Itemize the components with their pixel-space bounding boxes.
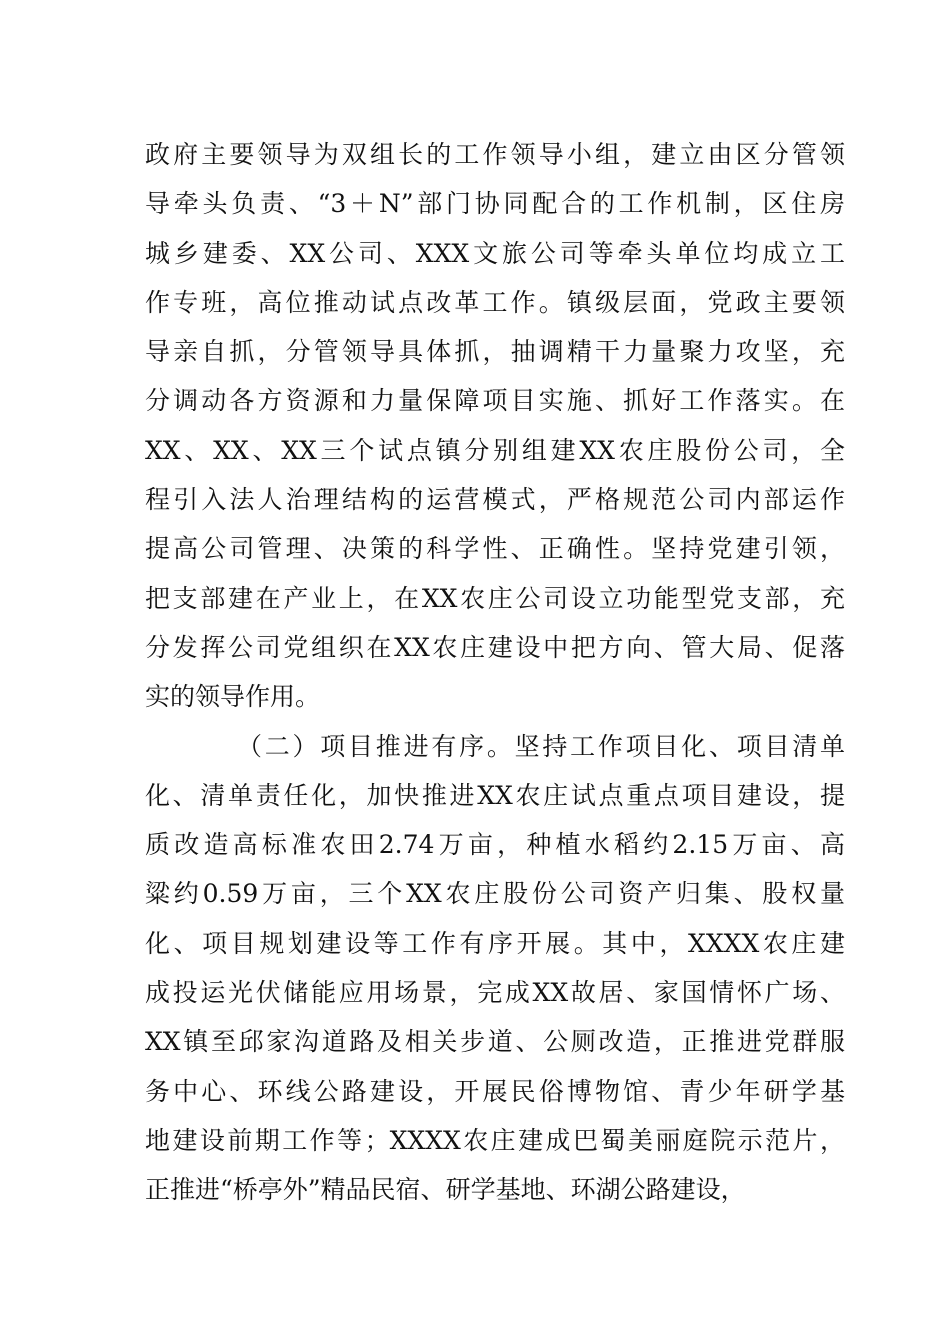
paragraph-2-line: 粱约0.59万亩，三个XX农庄股份公司资产归集、股权量: [145, 879, 845, 909]
paragraph-1-line: 提高公司管理、决策的科学性、正确性。坚持党建引领，: [145, 534, 845, 564]
paragraph-2: [145, 722, 845, 1215]
paragraph-2-line: 化、清单责任化，加快推进XX农庄试点重点项目建设，提: [145, 780, 845, 810]
paragraph-1-line: 把支部建在产业上，在XX农庄公司设立功能型党支部，充: [145, 583, 845, 613]
paragraph-1-line: 程引入法人治理结构的运营模式，严格规范公司内部运作: [145, 485, 845, 515]
paragraph-1-line: 导亲自抓，分管领导具体抓，抽调精干力量聚力攻坚，充: [145, 337, 845, 367]
paragraph-2-line: 地建设前期工作等；XXXX农庄建成巴蜀美丽庭院示范片，: [145, 1125, 845, 1155]
paragraph-2-line: 质改造高标准农田2.74万亩，种植水稻约2.15万亩、高: [145, 830, 845, 860]
paragraph-1-line: XX、XX、XX三个试点镇分别组建XX农庄股份公司，全: [145, 435, 845, 465]
paragraph-2-line: 正推进“桥亭外”精品民宿、研学基地、环湖公路建设，: [145, 1175, 746, 1205]
paragraph-2-line: 成投运光伏储能应用场景，完成XX故居、家国情怀广场、: [145, 978, 845, 1008]
paragraph-1-line: 作专班，高位推动试点改革工作。镇级层面，党政主要领: [145, 287, 845, 317]
paragraph-1-line: 实的领导作用。: [145, 682, 321, 712]
paragraph-1-line: 导牵头负责、“3＋N”部门协同配合的工作机制，区住房: [145, 189, 845, 219]
paragraph-1-line: 城乡建委、XX公司、XXX文旅公司等牵头单位均成立工: [145, 238, 845, 268]
paragraph-1-line: 分发挥公司党组织在XX农庄建设中把方向、管大局、促落: [145, 632, 845, 662]
paragraph-2-line: 化、项目规划建设等工作有序开展。其中，XXXX农庄建: [145, 928, 845, 958]
paragraph-2-line: 务中心、环线公路建设，开展民俗博物馆、青少年研学基: [145, 1076, 845, 1106]
paragraph-1-line: 分调动各方资源和力量保障项目实施、抓好工作落实。在: [145, 386, 845, 416]
paragraph-1-line: 政府主要领导为双组长的工作领导小组，建立由区分管领: [145, 140, 845, 169]
paragraph-1: [145, 130, 845, 722]
body-text: [145, 130, 845, 1215]
paragraph-2-line: XX镇至邱家沟道路及相关步道、公厕改造，正推进党群服: [145, 1027, 845, 1057]
paragraph-2-heading-line: （二）项目推进有序。坚持工作项目化、项目清单: [237, 731, 845, 761]
